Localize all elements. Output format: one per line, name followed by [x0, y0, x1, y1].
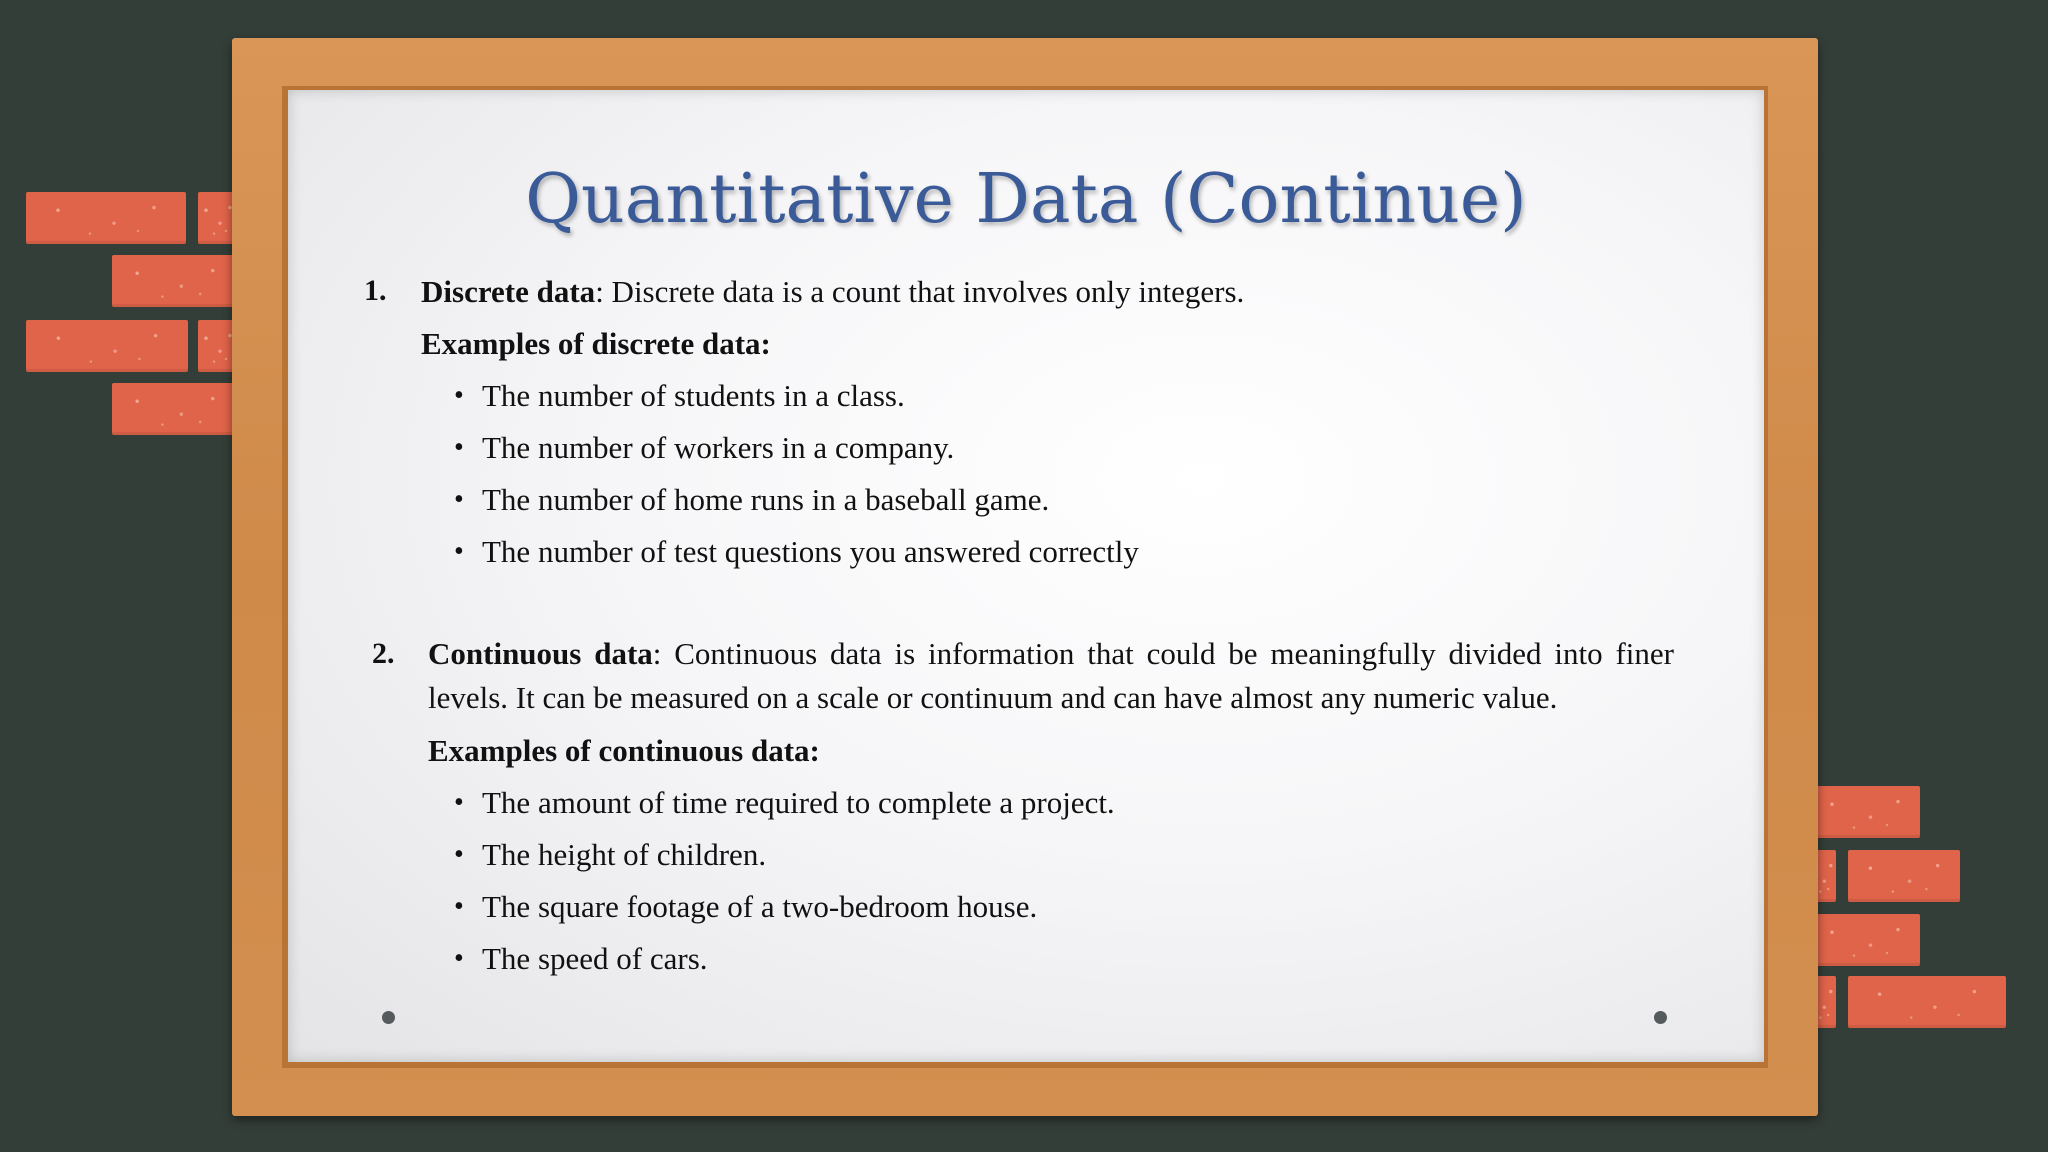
examples-list [454, 777, 1115, 985]
bullet-icon: • [454, 484, 464, 515]
definition-text: : Discrete data is a count that involves only integers. [595, 274, 1245, 309]
brick-decoration [112, 383, 238, 435]
list-item: • The height of children. [454, 829, 1115, 881]
brick-decoration [112, 255, 238, 307]
section-definition [428, 632, 1674, 720]
pin-icon [1654, 1011, 1667, 1024]
definition-text: : Continuous data is information that could be meaningfully divided into finer levels. It can be measured on a scale or continuum and can have almost any numeric value. [428, 636, 1674, 715]
examples-heading: Examples of continuous data: [428, 733, 820, 768]
section-number: 2. [372, 637, 395, 670]
examples-heading: Examples of discrete data: [421, 326, 771, 361]
bullet-icon: • [454, 536, 464, 567]
brick-decoration [26, 192, 186, 244]
section-definition [421, 272, 1244, 312]
brick-decoration [26, 320, 188, 372]
list-item: • The number of students in a class. [454, 370, 1139, 422]
list-item: • The number of workers in a company. [454, 422, 1139, 474]
brick-decoration [1810, 914, 1920, 966]
bullet-icon: • [454, 380, 464, 411]
bullet-icon: • [454, 839, 464, 870]
bullet-icon: • [454, 787, 464, 818]
slide-title: Quantitative Data (Continue) [525, 160, 1527, 239]
brick-decoration [1848, 976, 2006, 1028]
term: Discrete data [421, 274, 596, 309]
list-item: • The speed of cars. [454, 933, 1115, 985]
bullet-icon: • [454, 943, 464, 974]
list-item: • The number of home runs in a baseball game. [454, 474, 1139, 526]
section-number: 1. [364, 274, 387, 307]
list-item: • The square footage of a two-bedroom house. [454, 881, 1115, 933]
term: Continuous data [428, 636, 653, 671]
slide-board [288, 90, 1764, 1062]
pin-icon [382, 1011, 395, 1024]
list-item: • The amount of time required to complete a project. [454, 777, 1115, 829]
brick-decoration [1848, 850, 1960, 902]
brick-decoration [1810, 786, 1920, 838]
bullet-icon: • [454, 891, 464, 922]
bullet-icon: • [454, 432, 464, 463]
examples-list [454, 370, 1139, 578]
slide-content [288, 90, 1764, 1062]
list-item: • The number of test questions you answered correctly [454, 526, 1139, 578]
